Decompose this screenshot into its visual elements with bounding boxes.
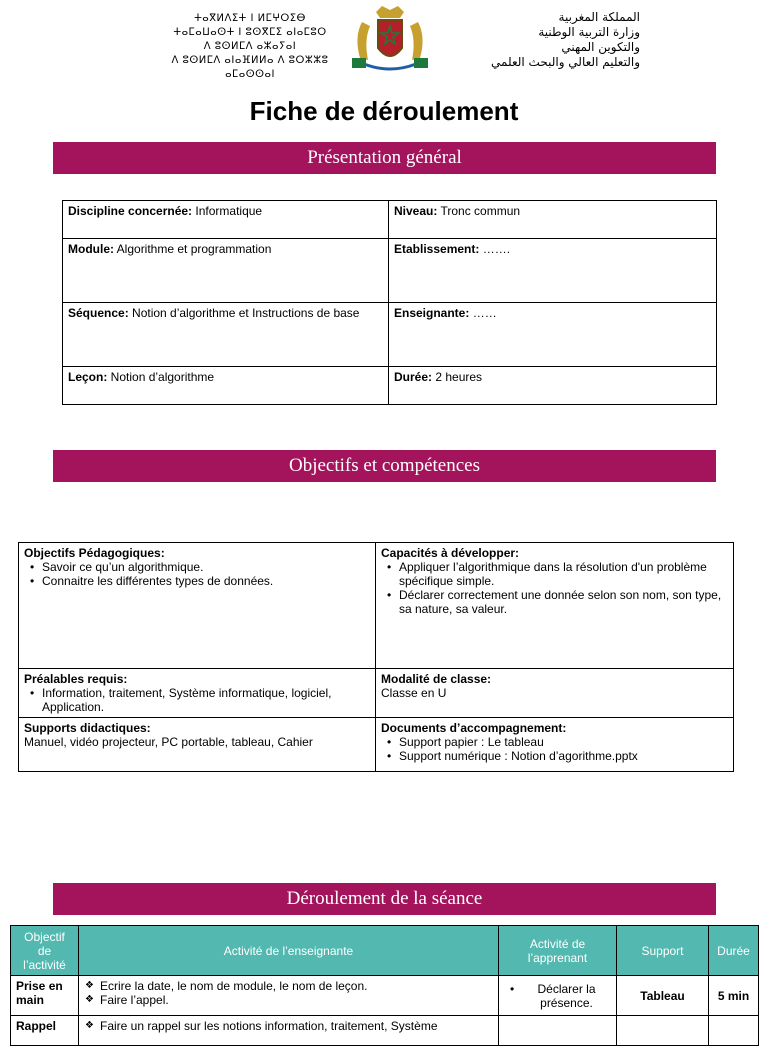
module-cell: Module: Algorithme et programmation: [63, 239, 389, 303]
enseignante-cell: Enseignante: ……: [389, 303, 717, 367]
table-row: [19, 543, 734, 669]
list-item: ❖ Ecrire la date, le nom de module, le nom de leçon.: [100, 979, 493, 993]
duree-cell: Durée: 2 heures: [389, 367, 717, 405]
presentation-table: [62, 200, 717, 405]
header-enseignante: Activité de l’enseignante: [79, 926, 499, 976]
pedagogiques-list: [24, 560, 370, 588]
etablissement-cell: Etablissement: …….: [389, 239, 717, 303]
prealables-list: [24, 686, 370, 714]
row-duree: 5 min: [709, 976, 759, 1016]
objectifs-table: [18, 542, 734, 772]
sequence-cell: Séquence: Notion d’algorithme et Instructions de base: [63, 303, 389, 367]
list-item: • Déclarer correctement une donnée selon son nom, son type, sa nature, sa valeur.: [399, 588, 728, 616]
deroulement-table: [10, 925, 759, 1046]
list-item: • Connaitre les différentes types de données.: [42, 574, 370, 588]
table-row: [63, 201, 717, 239]
table-row: [19, 718, 734, 772]
row-support: Tableau: [617, 976, 709, 1016]
row-objectif: Rappel: [11, 1016, 79, 1046]
header-duree: Durée: [709, 926, 759, 976]
page-title: Fiche de déroulement: [249, 96, 519, 126]
capacites-list: [381, 560, 728, 616]
row-duree: [709, 1016, 759, 1046]
list-item: • Savoir ce qu’un algorithmique.: [42, 560, 370, 574]
table-row: [19, 669, 734, 718]
niveau-cell: Niveau: Tronc commun: [389, 201, 717, 239]
row-enseignante: [79, 1016, 499, 1046]
table-row: [63, 239, 717, 303]
documents-list: [381, 735, 728, 763]
table-row: [63, 367, 717, 405]
list-item: • Appliquer l’algorithmique dans la résolution d'un problème spécifique simple.: [399, 560, 728, 588]
row-enseignante: [79, 976, 499, 1016]
documents-cell: Documents d’accompagnement: • Support papier : Le tableau • Support numérique : Notion d’agorithme.pptx: [376, 718, 734, 772]
modalite-cell: Modalité de classe: Classe en U: [376, 669, 734, 718]
objectifs-pedagogiques-cell: Objectifs Pédagogiques: • Savoir ce qu’un algorithmique. • Connaitre les différentes types de données.: [19, 543, 376, 669]
prealables-cell: Préalables requis: • Information, traitement, Système informatique, logiciel, Application.: [19, 669, 376, 718]
page-header: [0, 0, 768, 80]
list-item: • Support papier : Le tableau: [399, 735, 728, 749]
tifinagh-ministry-name: ⵜⴰⴳⵍⴷⵉⵜ ⵏ ⵍⵎⵖⵔⵉⴱ ⵜⴰⵎⴰⵡⴰⵙⵜ ⵏ ⵓⵙⴳⵎⵉ ⴰⵏⴰⵎⵓⵔ ⴷ ⵓⵙⵍⵎⴷ ⴰⵣⴰⵢⴰⵏ ⴷ ⵓⵙⵍⵎⴷ ⴰⵏⴰⴼⵍⵍⴰ ⴷ ⵓⵔⵣⵣⵓ ⴰⵎⴰⵙⵙⴰⵏ: [171, 13, 329, 80]
list-item: ❖ Faire l’appel.: [100, 993, 493, 1007]
royal-emblem-icon: [344, 2, 436, 74]
row-apprenant: [499, 976, 617, 1016]
table-row: [11, 976, 759, 1016]
list-item: • Déclarer la présence.: [522, 982, 611, 1010]
section-deroulement: Déroulement de la séance: [53, 883, 716, 915]
lecon-cell: Leçon: Notion d’algorithme: [63, 367, 389, 405]
section-objectifs: Objectifs et compétences: [53, 450, 716, 482]
discipline-cell: Discipline concernée: Informatique: [63, 201, 389, 239]
list-item: • Support numérique : Notion d’agorithme.pptx: [399, 749, 728, 763]
header-support: Support: [617, 926, 709, 976]
table-row: [63, 303, 717, 367]
list-item: • Information, traitement, Système informatique, logiciel, Application.: [42, 686, 370, 714]
arabic-ministry-name: المملكة المغربية وزارة التربية الوطنية والتكوين المهني والتعليم العالي والبحث العلمي: [491, 10, 640, 69]
row-apprenant: [499, 1016, 617, 1046]
table-row: [11, 1016, 759, 1046]
header-objectif: Objectif de l’activité: [11, 926, 79, 976]
row-support: [617, 1016, 709, 1046]
table-header-row: [11, 926, 759, 976]
section-presentation: Présentation général: [53, 142, 716, 174]
list-item: ❖ Faire un rappel sur les notions information, traitement, Système: [100, 1019, 493, 1033]
supports-cell: Supports didactiques: Manuel, vidéo projecteur, PC portable, tableau, Cahier: [19, 718, 376, 772]
header-apprenant: Activité de l’apprenant: [499, 926, 617, 976]
row-objectif: Prise en main: [11, 976, 79, 1016]
capacites-cell: Capacités à développer: • Appliquer l’algorithmique dans la résolution d'un problème spécifique simple. • Déclarer correctement une donnée selon son nom, son type, sa nature, sa valeur.: [376, 543, 734, 669]
